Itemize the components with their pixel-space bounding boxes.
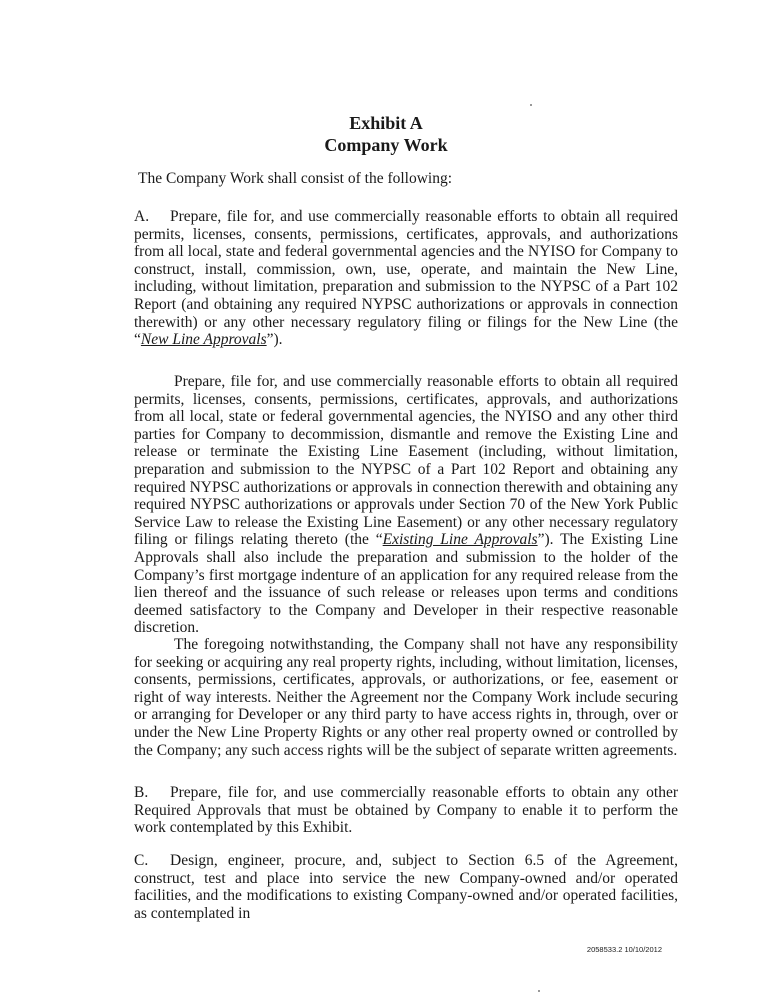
new-line-approvals-term: New Line Approvals xyxy=(140,331,267,349)
section-a-text-end: ”). xyxy=(266,331,283,349)
existing-line-text: Prepare, file for, and use commercially reasonable efforts to obtain all required permits, licenses, consents, permissions, certificates, approvals, and authorizations from all local, state or federal governmental agencies, the NYISO and any other third parties for Company to decommission, dismantle and remove the Existing Line and release or terminate the Existing Line Easement (including, without limitation, preparation and submission to the NYPSC of a Part 102 Report and obtaining any required NYPSC authorizations or approvals in connection therewith and obtaining any required NYPSC authorizations or approvals under Section 70 of the New York Public Service Law to release the Existing Line Easement) or any other necessary regulatory filing or filings relating thereto (the “ xyxy=(134,373,678,549)
document-footer-id: 2058533.2 10/10/2012 xyxy=(586,945,662,954)
section-a-text: Prepare, file for, and use commercially reasonable efforts to obtain all required permits, licenses, consents, permissions, certificates, approvals, and authorizations from all local, state and federal governmental agencies and the NYISO for Company to construct, install, commission, own, use, operate, and maintain the New Line, including, without limitation, preparation and submission to the NYPSC of a Part 102 Report (and obtaining any required NYPSC authorizations or approvals in connection therewith) or any other necessary regulatory filing or filings for the New Line (the “ xyxy=(134,208,678,349)
section-b-paragraph xyxy=(134,784,678,837)
section-c-text: Design, engineer, procure, and, subject to Section 6.5 of the Agreement, construct, test and place into service the new Company-owned and/or operated facilities, and the modifications to existing Company-owned and/or operated facilities, as contemplated in xyxy=(134,852,678,922)
notwithstanding-paragraph: The foregoing notwithstanding, the Company shall not have any responsibility for seeking or acquiring any real property rights, including, without limitation, licenses, consents, permissions, certificates, approvals, or authorizations, or fee, easement or right of way interests. Neither the Agreement nor the Company Work include securing or arranging for Developer or any third party to have access rights in, through, over or under the New Line Property Rights or any other real property owned or controlled by the Company; any such access rights will be the subject of separate written agreements. xyxy=(134,636,678,759)
section-c-paragraph xyxy=(134,852,678,922)
exhibit-title: Exhibit A xyxy=(349,113,423,133)
exhibit-subtitle: Company Work xyxy=(324,135,448,155)
intro-line: The Company Work shall consist of the following: xyxy=(138,170,453,187)
existing-line-paragraph xyxy=(134,373,678,637)
existing-line-text-end: ”). The Existing Line Approvals shall also include the preparation and submission to the holder of the Company’s first mortgage indenture of an application for any required release from the lien thereof and the issuance of such release or releases upon terms and conditions deemed satisfactory to the Company and Developer in their respective reasonable discretion. xyxy=(134,531,678,637)
existing-line-approvals-term: Existing Line Approvals xyxy=(382,531,538,549)
section-b-label: B. xyxy=(134,784,149,801)
section-b-text: Prepare, file for, and use commercially reasonable efforts to obtain any other Required Approvals that must be obtained by Company to enable it to perform the work contemplated by this Exhibit. xyxy=(134,784,678,837)
section-a-paragraph xyxy=(134,208,678,349)
scan-speck xyxy=(530,104,532,106)
section-a-label: A. xyxy=(134,208,150,225)
scan-speck xyxy=(538,990,540,992)
section-c-label: C. xyxy=(134,852,149,869)
